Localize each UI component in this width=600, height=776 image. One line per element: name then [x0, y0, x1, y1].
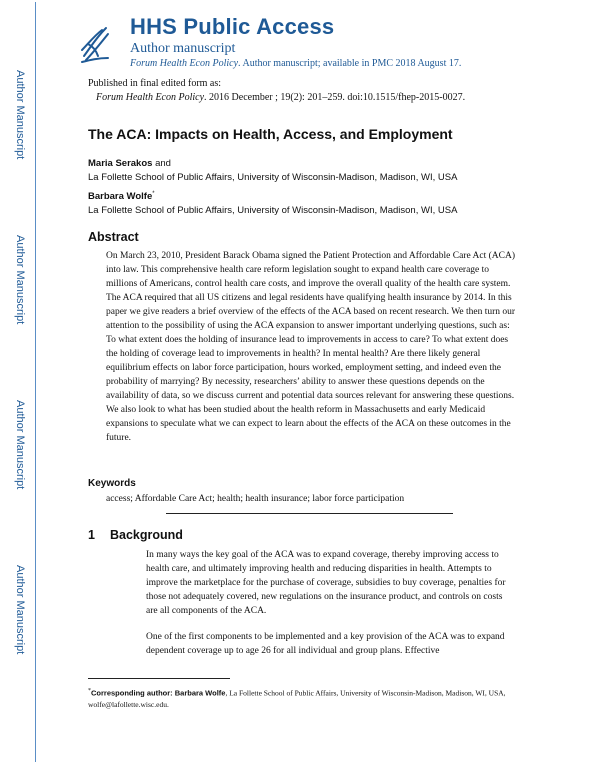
- keywords-text: access; Affordable Care Act; health; health insurance; labor force participation: [106, 494, 405, 504]
- author-1: [88, 158, 171, 169]
- citation-journal: Forum Health Econ Policy: [96, 92, 205, 103]
- brand-title: HHS Public Access: [130, 14, 335, 39]
- footnote-text: , La Follette School of Public Affairs, University of Wisconsin-Madison, Madison, WI, USA, wolfe@lafollette.wisc.edu.: [88, 688, 506, 709]
- footnote-marker: *: [88, 688, 91, 694]
- side-label-author-manuscript: Author Manuscript: [14, 235, 26, 325]
- section-number: 1: [88, 528, 95, 542]
- side-label-author-manuscript: Author Manuscript: [14, 70, 26, 160]
- keywords-heading: Keywords: [88, 478, 136, 489]
- author-1-affiliation: La Follette School of Public Affairs, University of Wisconsin-Madison, Madison, WI, USA: [88, 172, 458, 183]
- body-paragraph: One of the first components to be implemented and a key provision of the ACA was to expand dependent coverage up to age 26 for all individual and group plans. Effective: [146, 632, 505, 656]
- author-2-affiliation: La Follette School of Public Affairs, University of Wisconsin-Madison, Madison, WI, USA: [88, 205, 458, 216]
- footnote-label: Corresponding author: Barbara Wolfe: [91, 688, 226, 698]
- brand-subtitle: Author manuscript: [130, 41, 236, 56]
- side-label-author-manuscript: Author Manuscript: [14, 565, 26, 655]
- margin-divider: [35, 2, 36, 762]
- section-title: Background: [110, 528, 183, 542]
- journal-name: Forum Health Econ Policy: [130, 58, 239, 69]
- abstract-heading: Abstract: [88, 230, 139, 244]
- abstract-text: On March 23, 2010, President Barack Obama signed the Patient Protection and Affordable Care Act (ACA) into law. This comprehensive health care reform legislation sought to expand health care coverage to millions of Americans, control health care costs, and improve the overall quality of the health care system. The ACA required that all US citizens and legal residents have qualifying health insurance by 2014. In this paper we give readers a brief overview of the effects of the ACA based on recent research. We then turn our attention to the possibility of using the ACA expansion to answer important underlying questions, such as: To what extent does the holding of insurance lead to improvements in access to care? To what extent does the holding of coverage lead to improvements in health? In mental health? Are there likely general equilibrium effects on labor force participation, hours worked, employment setting, and indeed even the probability of marrying? By necessity, researchers’ ability to answer these questions depends on the availability of data, so we discuss current and potential data sources relevant for answering these questions. We also look to what has been studied about the health reform in Massachusetts and early Medicaid expansions to speculate what we can expect to learn about the effects of the ACA on these outcomes in the future.: [106, 251, 516, 443]
- section-divider: [166, 513, 453, 514]
- availability-text: . Author manuscript; available in PMC 2018 August 17.: [238, 58, 462, 69]
- author-suffix: *: [152, 191, 155, 197]
- section-heading-background: [88, 528, 183, 542]
- citation: [96, 92, 465, 103]
- side-label-author-manuscript: Author Manuscript: [14, 400, 26, 490]
- published-label: Published in final edited form as:: [88, 78, 222, 89]
- author-name: Barbara Wolfe: [88, 191, 153, 203]
- hhs-eagle-icon: [78, 24, 112, 64]
- author-2: [88, 191, 155, 202]
- citation-details: . 2016 December ; 19(2): 201–259. doi:10.1515/fhep-2015-0027.: [204, 92, 466, 103]
- author-name: Maria Serakos: [88, 158, 153, 169]
- paper-title: The ACA: Impacts on Health, Access, and Employment: [88, 126, 453, 142]
- availability-line: [130, 58, 461, 69]
- footnote: [88, 686, 513, 710]
- author-suffix: and: [152, 158, 171, 169]
- footnote-divider: [88, 678, 230, 679]
- body-paragraph: In many ways the key goal of the ACA was to expand coverage, thereby improving access to health care, and ultimately improving health and reducing disparities in health. Attempts to improve the marketplace for the purchase of coverage, subsidies to buy coverage, penalties for those not adequately covered, new regulations on the insurance product, and controls on costs are all components of the ACA.: [146, 550, 506, 616]
